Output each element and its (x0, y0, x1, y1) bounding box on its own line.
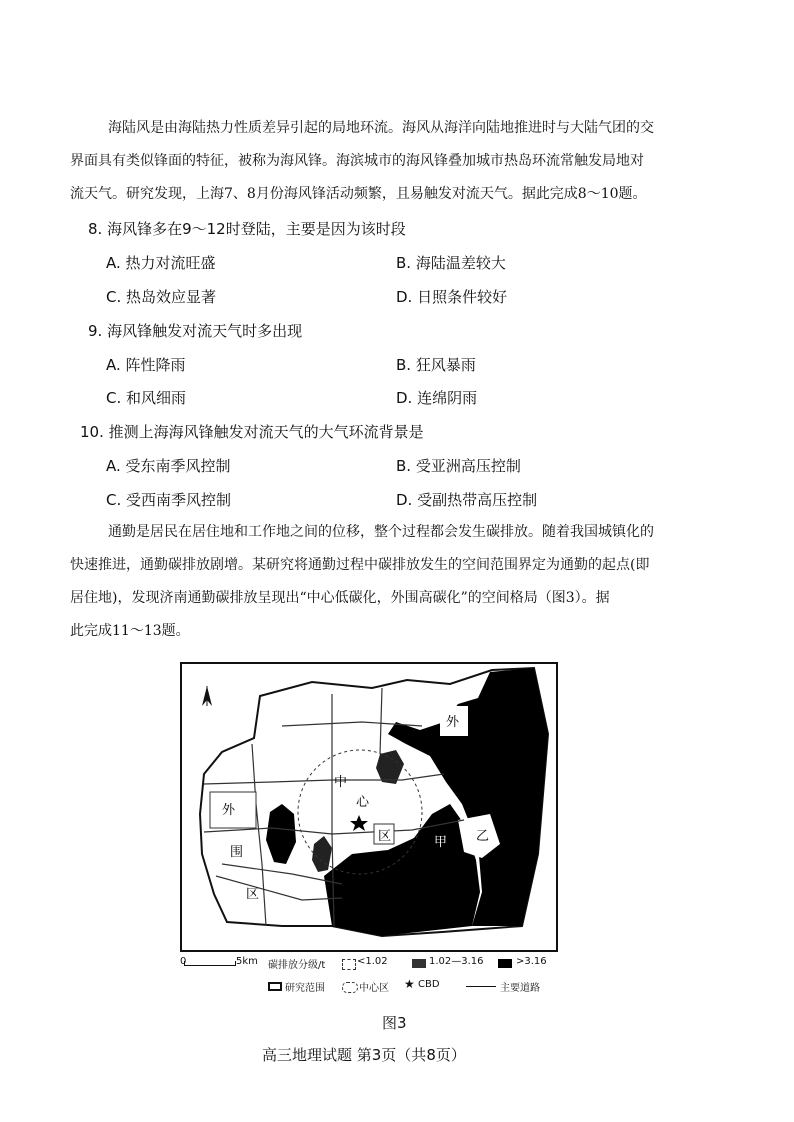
passage-line: 流天气。研究发现，上海7、8月份海风锋活动频繁，且易触发对流天气。据此完成8～10题。 (70, 186, 647, 202)
scale-distance: 5km (236, 956, 258, 967)
map-label-outer: 区 (246, 887, 260, 902)
page-footer: 高三地理试题 第3页（共8页） (262, 1046, 466, 1064)
legend-study-label: 研究范围 (285, 983, 325, 994)
map-label-outer: 围 (230, 845, 244, 860)
legend-cbd-star-icon: ★ (404, 977, 415, 991)
passage-line: 通勤是居民在居住地和工作地之间的位移，整个过程都会发生碳排放。随着我国城镇化的 (108, 524, 654, 540)
map-label-center: 心 (356, 795, 370, 810)
q10-option-d[interactable]: D. 受副热带高压控制 (396, 491, 538, 509)
q9-option-a[interactable]: A. 阵性降雨 (106, 356, 186, 374)
legend-low-swatch (342, 959, 356, 970)
scale-bar (184, 961, 236, 966)
legend-study-swatch (268, 982, 282, 991)
scale-zero: 0 (180, 956, 187, 967)
map-figure (180, 662, 558, 952)
q9-option-c[interactable]: C. 和风细雨 (106, 389, 187, 407)
north-arrow-icon (202, 686, 212, 706)
passage-line: 此完成11～13题。 (70, 623, 190, 639)
map-label-yi: 乙 (476, 829, 490, 844)
legend-high-swatch (498, 959, 512, 968)
legend-mid-swatch (412, 959, 426, 968)
q10-option-b[interactable]: B. 受亚洲高压控制 (396, 457, 521, 475)
legend-mid-label: 1.02—3.16 (429, 956, 484, 967)
q8-option-d[interactable]: D. 日照条件较好 (396, 288, 508, 306)
passage-line: 界面具有类似锋面的特征，被称为海风锋。海滨城市的海风锋叠加城市热岛环流常触发局地对 (70, 153, 644, 169)
passage-line: 海陆风是由海陆热力性质差异引起的局地环流。海风从海洋向陆地推进时与大陆气团的交 (108, 120, 654, 136)
legend-road-label: 主要道路 (500, 983, 540, 994)
q8-option-a[interactable]: A. 热力对流旺盛 (106, 254, 216, 272)
map-label-outer: 外 (222, 803, 236, 818)
passage-1 (70, 112, 730, 211)
legend-title: 碳排放分级/t (268, 960, 326, 971)
q9-option-b[interactable]: B. 狂风暴雨 (396, 356, 476, 374)
map-label-outer: 外 (446, 715, 460, 730)
legend-cbd-label: CBD (418, 979, 440, 990)
q9-option-d[interactable]: D. 连绵阴雨 (396, 389, 478, 407)
q8-option-b[interactable]: B. 海陆温差较大 (396, 254, 506, 272)
map-label-center: 区 (378, 829, 392, 844)
legend-center-swatch (342, 982, 358, 993)
passage-2 (70, 516, 730, 648)
map-label-center: 中 (334, 775, 348, 790)
legend-center-label: 中心区 (359, 983, 389, 994)
q8-option-c[interactable]: C. 热岛效应显著 (106, 288, 217, 306)
legend-high-label: >3.16 (516, 956, 547, 967)
map-svg (182, 664, 556, 950)
legend-low-label: <1.02 (357, 956, 388, 967)
passage-line: 快速推进，通勤碳排放剧增。某研究将通勤过程中碳排放发生的空间范围界定为通勤的起点(即 (70, 557, 650, 573)
q10-option-a[interactable]: A. 受东南季风控制 (106, 457, 231, 475)
question-10-stem: 10. 推测上海海风锋触发对流天气的大气环流背景是 (80, 423, 424, 441)
question-8-stem: 8. 海风锋多在9～12时登陆，主要是因为该时段 (88, 220, 406, 238)
q10-option-c[interactable]: C. 受西南季风控制 (106, 491, 232, 509)
map-label-jia: 甲 (434, 835, 448, 850)
legend-road-swatch (466, 986, 496, 987)
passage-line: 居住地)，发现济南通勤碳排放呈现出“中心低碳化，外围高碳化”的空间格局（图3）。据 (70, 590, 610, 606)
question-9-stem: 9. 海风锋触发对流天气时多出现 (88, 322, 303, 340)
figure-caption: 图3 (382, 1014, 407, 1032)
